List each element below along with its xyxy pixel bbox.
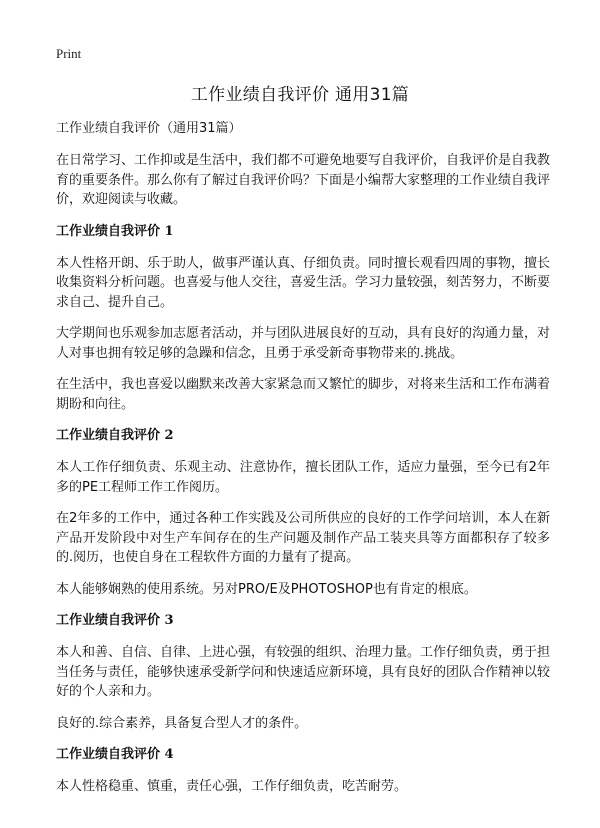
print-link[interactable]: Print [56,46,82,61]
section-paragraph: 良好的.综合素养，具备复合型人才的条件。 [56,715,308,731]
section-heading: 工作业绩自我评价 4 [56,747,174,762]
section-paragraph: 本人性格开朗、乐于助人，做事严谨认真、仔细负责。同时擅长观看四周的事物，擅长收集资料分析问题。也喜爱与他人交往，喜爱生活。学习力量较强，刻苦努力，不断要求自己、提升自己。 [56,255,551,310]
intro-paragraph: 在日常学习、工作抑或是生活中，我们都不可避免地要写自我评价，自我评价是自我教育的重要条件。那么你有了解过自我评价吗？下面是小编帮大家整理的工作业绩自我评价，欢迎阅读与收藏。 [56,153,551,207]
section-paragraph: 大学期间也乐观参加志愿者活动，并与团队进展良好的互动，具有良好的沟通力量，对人对事也拥有较足够的急躁和信念，且勇于承受新奇事物带来的.挑战。 [56,326,551,361]
document-subtitle: 工作业绩自我评价（通用31篇） [56,121,242,136]
section-paragraph: 在2年多的工作中，通过各种工作实践及公司所供应的良好的工作学问培训，本人在新产品开发阶段中对生产车间存在的生产问题及制作产品工装夹具等方面都积存了较多的.阅历，也使自身在工程软件方面的力量有了提高。 [56,511,550,565]
section-paragraph: 在生活中，我也喜爱以幽默来改善大家紧急而又繁忙的脚步，对将来生活和工作布满着期盼和向往。 [56,377,551,412]
section-3 [56,611,550,733]
page-title: 工作业绩自我评价 通用31篇 [190,85,410,105]
section-2 [56,426,550,599]
section-heading: 工作业绩自我评价 1 [56,223,174,239]
section-paragraph: 本人工作仔细负责、乐观主动、注意协作，擅长团队工作，适应力量强，至今已有2年多的PE工程师工作工作阅历。 [56,460,550,495]
section-4 [56,745,550,797]
section-heading: 工作业绩自我评价 3 [56,613,174,628]
section-paragraph: 本人和善、自信、自律、上进心强，有较强的组织、治理力量。工作仔细负责，勇于担当任务与责任，能够快速承受新学问和快速适应新环境，具有良好的团队合作精神以较好的个人亲和力。 [56,645,551,699]
section-paragraph: 本人性格稳重、慎重，责任心强，工作仔细负责，吃苦耐劳。 [56,779,408,794]
document-body [56,120,550,809]
section-1 [56,222,550,415]
section-heading: 工作业绩自我评价 2 [56,428,174,443]
section-paragraph: 本人能够娴熟的使用系统。另对PRO/E及PHOTOSHOP也有肯定的根底。 [56,581,477,597]
